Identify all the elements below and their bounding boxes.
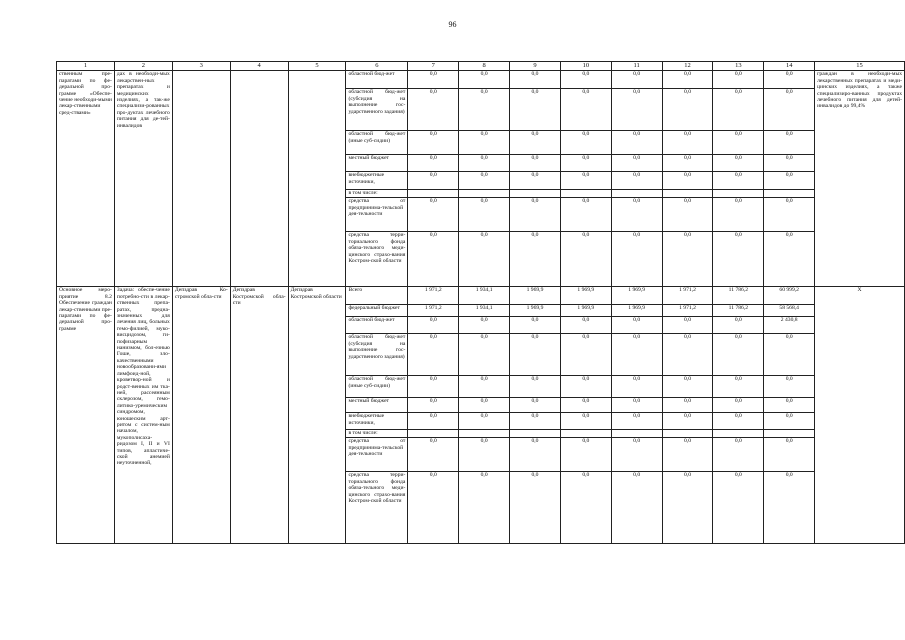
block2-value-col11: 0,0	[611, 317, 662, 334]
block2-source-label: Всего	[346, 287, 408, 305]
block2-value-col7: 0,0	[408, 472, 459, 544]
column-header-14: 14	[764, 62, 815, 71]
budget-table	[56, 61, 905, 544]
block2-value-col11: 1 969,9	[611, 305, 662, 317]
block1-value-col10: 0,0	[560, 131, 611, 155]
block2-value-col13: 0,0	[713, 472, 764, 544]
block2-value-col13: 0,0	[713, 376, 764, 398]
column-header-15: 15	[815, 62, 905, 71]
block2-executor: Депздрав Ко-стромской обла-сти	[172, 287, 230, 544]
block2-value-col13: 11 786,2	[713, 305, 764, 317]
block1-value-col8: 0,0	[459, 232, 510, 287]
block2-source-label: средства от предпринима-тельской дея-тельности	[346, 438, 408, 472]
block2-value-col8: 1 934,1	[459, 287, 510, 305]
block2-row	[57, 287, 905, 305]
block1-source-label: средства терри-ториального фонда обяза-тельного меди-цинского страхо-вания Костром-ской области	[346, 232, 408, 287]
block1-value-col8	[459, 190, 510, 198]
block2-value-col7: 0,0	[408, 376, 459, 398]
block1-value-col13: 0,0	[713, 131, 764, 155]
block2-value-col12: 1 971,2	[662, 287, 713, 305]
column-header-2: 2	[114, 62, 172, 71]
block1-value-col11: 0,0	[611, 131, 662, 155]
block1-value-col9	[510, 190, 561, 198]
block1-value-col14: 0,0	[764, 198, 815, 232]
block2-value-col14: 0,0	[764, 334, 815, 376]
block2-value-col13: 0,0	[713, 398, 764, 413]
block2-value-col9: 0,0	[510, 334, 561, 376]
block2-value-col14: 2 430,8	[764, 317, 815, 334]
block1-task-text: дах в необходи-мых лекарствен-ных препаратах и медицинских изделиях, а так-же специализи-рованных про-дуктах лечебного питания для де-тей-инвалидов	[114, 71, 172, 287]
block2-value-col11: 1 969,9	[611, 287, 662, 305]
block1-value-col10: 0,0	[560, 71, 611, 89]
column-header-6: 6	[346, 62, 408, 71]
block2-value-col10: 0,0	[560, 438, 611, 472]
block1-value-col7: 0,0	[408, 232, 459, 287]
block2-value-col9: 0,0	[510, 317, 561, 334]
block2-value-col8: 0,0	[459, 413, 510, 430]
block2-event-name: Основное меро-приятие 8.2 Обеспечение граждан лекар-ственными пре-паратами по фе-деральной про-грамме	[57, 287, 115, 544]
block2-source-label: средства терри-ториального фонда обяза-тельного меди-цинского страхо-вания Костром-ской области	[346, 472, 408, 544]
block2-value-col13: 0,0	[713, 413, 764, 430]
block1-executor	[172, 71, 230, 287]
block2-value-col12: 0,0	[662, 376, 713, 398]
block2-source-label: федеральный бюджет	[346, 305, 408, 317]
block2-value-col14: 0,0	[764, 376, 815, 398]
block1-value-col10: 0,0	[560, 232, 611, 287]
block1-value-col11: 0,0	[611, 232, 662, 287]
block2-value-col8: 0,0	[459, 472, 510, 544]
block2-value-col14: 0,0	[764, 413, 815, 430]
block2-value-col7: 0,0	[408, 398, 459, 413]
block1-value-col13: 0,0	[713, 89, 764, 131]
block1-value-col8: 0,0	[459, 71, 510, 89]
header-row	[57, 62, 905, 71]
block1-source-label: средства от предпринима-тельской дея-тельности	[346, 198, 408, 232]
block1-source-label: в том числе:	[346, 190, 408, 198]
block2-source-label: областной бюд-жет	[346, 317, 408, 334]
block2-value-col13: 0,0	[713, 334, 764, 376]
block1-value-col12: 0,0	[662, 131, 713, 155]
block1-value-col13: 0,0	[713, 155, 764, 172]
block2-source-label: областной бюд-жет (субсидия на выполнение гос-ударственного задания)	[346, 334, 408, 376]
block2-value-col13: 0,0	[713, 317, 764, 334]
column-header-9: 9	[510, 62, 561, 71]
block2-value-col9: 1 969,9	[510, 305, 561, 317]
block1-value-col13: 0,0	[713, 198, 764, 232]
block1-value-col12: 0,0	[662, 232, 713, 287]
block2-value-col8: 0,0	[459, 376, 510, 398]
block2-value-col13	[713, 430, 764, 438]
block2-value-col11: 0,0	[611, 438, 662, 472]
block1-event-name: ственным пре-паратами по фе-деральной про-грамме «Обеспе-чение необходи-мыми лекар-ственными сред-ствами»	[57, 71, 115, 287]
block1-value-col9: 0,0	[510, 155, 561, 172]
block2-value-col12: 0,0	[662, 413, 713, 430]
block2-value-col11: 0,0	[611, 398, 662, 413]
column-header-5: 5	[288, 62, 346, 71]
column-header-4: 4	[230, 62, 288, 71]
column-header-10: 10	[560, 62, 611, 71]
block1-value-col10: 0,0	[560, 198, 611, 232]
block1-co-executor	[230, 71, 288, 287]
block2-source-label: местный бюджет	[346, 398, 408, 413]
block1-value-col7	[408, 190, 459, 198]
block2-task-text: Задача: обеспе-чение потребно-сти в лекар-ственных препа-ратах, предна-значенных для лечения лиц, больных гемо-филией, муко-висцидозом, ги-пофизарным нанизмом, бол-езнью Гоше, зло-качественными новообразовани-ями лимфоид-ной, кроветвор-ной и родст-венных им тка-ней, рассеянным склерозом, гемо-литико-уремическим синдромом, юношеским арт-ритом с систем-ным началом, мукополисаха-ридозом I, II и VI типов, апластиче-ской анемией неуточненной,	[114, 287, 172, 544]
block2-value-col10: 1 969,9	[560, 305, 611, 317]
block2-value-col12: 0,0	[662, 334, 713, 376]
block2-source-label: областной бюд-жет (иные суб-сидии)	[346, 376, 408, 398]
block2-value-col10: 0,0	[560, 376, 611, 398]
block2-source-label: внебюджетные источники,	[346, 413, 408, 430]
block1-value-col12: 0,0	[662, 172, 713, 190]
block2-value-col9: 0,0	[510, 398, 561, 413]
block1-source-label: местный бюджет	[346, 155, 408, 172]
block1-value-col11: 0,0	[611, 155, 662, 172]
block1-row	[57, 71, 905, 89]
block2-value-col12: 0,0	[662, 472, 713, 544]
block2-value-col10: 0,0	[560, 317, 611, 334]
block1-value-col13: 0,0	[713, 71, 764, 89]
block2-value-col10: 0,0	[560, 472, 611, 544]
block1-value-col14: 0,0	[764, 155, 815, 172]
block2-value-col8: 0,0	[459, 317, 510, 334]
block1-value-col7: 0,0	[408, 155, 459, 172]
block2-value-col14: 60 999,2	[764, 287, 815, 305]
block1-value-col14	[764, 190, 815, 198]
block2-value-col8: 1 934,1	[459, 305, 510, 317]
block1-value-col12: 0,0	[662, 198, 713, 232]
block2-value-col10	[560, 430, 611, 438]
block1-value-col11	[611, 190, 662, 198]
block1-value-col10: 0,0	[560, 172, 611, 190]
block2-value-col14	[764, 430, 815, 438]
block2-value-col10: 1 969,9	[560, 287, 611, 305]
block2-value-col10: 0,0	[560, 334, 611, 376]
block2-value-col12: 0,0	[662, 398, 713, 413]
column-header-12: 12	[662, 62, 713, 71]
block2-value-col14: 0,0	[764, 398, 815, 413]
block1-value-col10: 0,0	[560, 155, 611, 172]
block1-value-col14: 0,0	[764, 131, 815, 155]
block1-value-col13: 0,0	[713, 172, 764, 190]
block2-value-col11: 0,0	[611, 376, 662, 398]
block2-value-col9: 0,0	[510, 472, 561, 544]
block2-value-col11	[611, 430, 662, 438]
block1-value-col9: 0,0	[510, 232, 561, 287]
block1-source-label: внебюджетные источники,	[346, 172, 408, 190]
block2-value-col12: 0,0	[662, 438, 713, 472]
block1-value-col7: 0,0	[408, 198, 459, 232]
column-header-7: 7	[408, 62, 459, 71]
block1-value-col7: 0,0	[408, 89, 459, 131]
block2-value-col8: 0,0	[459, 438, 510, 472]
block1-value-col11: 0,0	[611, 89, 662, 131]
block1-value-col9: 0,0	[510, 172, 561, 190]
block1-value-col8: 0,0	[459, 155, 510, 172]
block2-value-col10: 0,0	[560, 413, 611, 430]
block2-value-col13: 11 786,2	[713, 287, 764, 305]
block2-value-col11: 0,0	[611, 413, 662, 430]
block2-value-col12: 0,0	[662, 317, 713, 334]
block1-value-col8: 0,0	[459, 131, 510, 155]
block1-value-col11: 0,0	[611, 172, 662, 190]
block2-value-col14: 0,0	[764, 438, 815, 472]
column-header-1: 1	[57, 62, 115, 71]
block1-source-label: областной бюд-жет	[346, 71, 408, 89]
block2-value-col12	[662, 430, 713, 438]
block1-value-col11: 0,0	[611, 198, 662, 232]
block1-source-label: областной бюд-жет (иные суб-сидии)	[346, 131, 408, 155]
block1-value-col10	[560, 190, 611, 198]
block1-value-col7: 0,0	[408, 71, 459, 89]
block1-value-col12	[662, 190, 713, 198]
block2-co-executor: Депздрав Костромской обла-сти	[230, 287, 288, 544]
block1-value-col14: 0,0	[764, 71, 815, 89]
block1-value-col9: 0,0	[510, 131, 561, 155]
block2-value-col8	[459, 430, 510, 438]
block2-participant: Депздрав Костромской области	[288, 287, 346, 544]
block1-value-col9: 0,0	[510, 71, 561, 89]
block2-value-col8: 0,0	[459, 398, 510, 413]
block2-value-col9: 0,0	[510, 376, 561, 398]
block2-value-col12: 1 971,2	[662, 305, 713, 317]
block2-value-col7	[408, 430, 459, 438]
block1-participant	[288, 71, 346, 287]
block2-value-col7: 0,0	[408, 413, 459, 430]
page-number: 96	[448, 20, 457, 29]
column-header-13: 13	[713, 62, 764, 71]
block2-value-col13: 0,0	[713, 438, 764, 472]
block1-value-col12: 0,0	[662, 71, 713, 89]
block2-value-col9: 0,0	[510, 438, 561, 472]
block1-value-col8: 0,0	[459, 198, 510, 232]
block1-value-col9: 0,0	[510, 89, 561, 131]
block2-value-col7: 0,0	[408, 317, 459, 334]
block2-value-col8: 0,0	[459, 334, 510, 376]
block2-value-col11: 0,0	[611, 334, 662, 376]
block2-value-col11: 0,0	[611, 472, 662, 544]
block2-value-col9	[510, 430, 561, 438]
block1-value-col9: 0,0	[510, 198, 561, 232]
block2-value-col7: 0,0	[408, 334, 459, 376]
block1-value-col7: 0,0	[408, 131, 459, 155]
block2-source-label: в том числе:	[346, 430, 408, 438]
block2-value-col10: 0,0	[560, 398, 611, 413]
block1-value-col7: 0,0	[408, 172, 459, 190]
block2-value-col9: 1 969,9	[510, 287, 561, 305]
block2-value-col14: 58 568,4	[764, 305, 815, 317]
block1-expected-result: граждан в необходи-мых лекарственных препаратах и меди-цинских изделиях, а также специализиро-ванных продуктах лечебного питания для детей-инвалидов до 99,4%	[815, 71, 905, 287]
block1-value-col14: 0,0	[764, 232, 815, 287]
block1-source-label: областной бюд-жет (субсидия на выполнение гос-ударственного задания)	[346, 89, 408, 131]
block2-value-col9: 0,0	[510, 413, 561, 430]
block1-value-col12: 0,0	[662, 155, 713, 172]
block1-value-col14: 0,0	[764, 89, 815, 131]
block2-value-col7: 1 971,2	[408, 305, 459, 317]
block2-value-col7: 1 971,2	[408, 287, 459, 305]
block2-expected-result: Х	[815, 287, 905, 544]
block2-value-col7: 0,0	[408, 438, 459, 472]
block1-value-col13: 0,0	[713, 232, 764, 287]
block1-value-col10: 0,0	[560, 89, 611, 131]
block1-value-col13	[713, 190, 764, 198]
column-header-3: 3	[172, 62, 230, 71]
column-header-8: 8	[459, 62, 510, 71]
block1-value-col8: 0,0	[459, 172, 510, 190]
block1-value-col11: 0,0	[611, 71, 662, 89]
block1-value-col14: 0,0	[764, 172, 815, 190]
block2-value-col14: 0,0	[764, 472, 815, 544]
block1-value-col8: 0,0	[459, 89, 510, 131]
column-header-11: 11	[611, 62, 662, 71]
block1-value-col12: 0,0	[662, 89, 713, 131]
